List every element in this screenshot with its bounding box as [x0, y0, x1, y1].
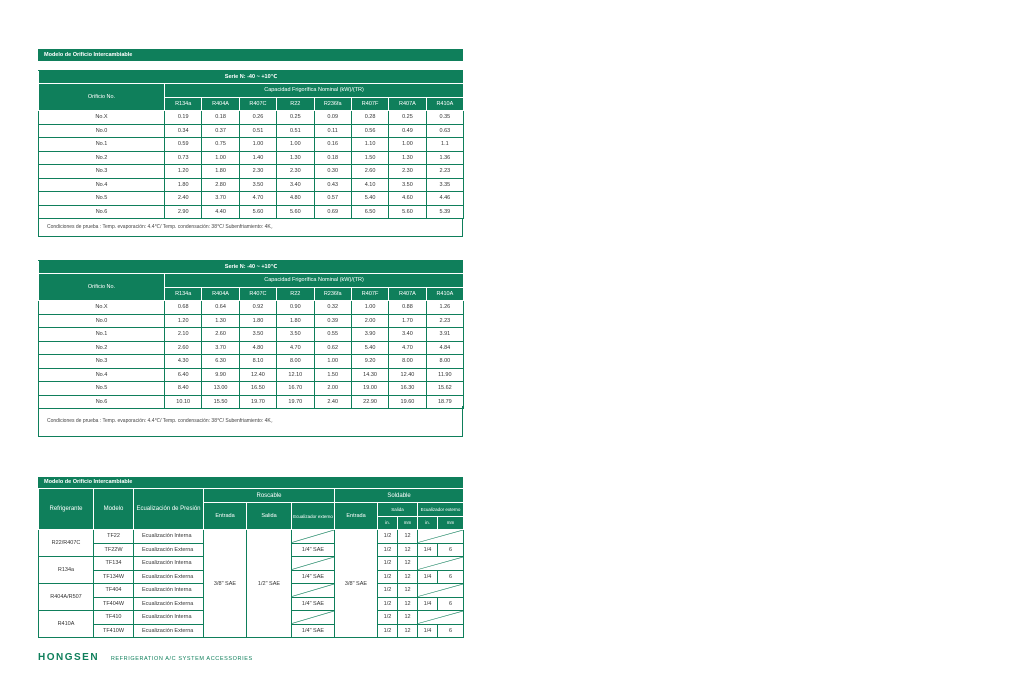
sal-mm-cell: 12 — [398, 624, 418, 638]
capacity-cell: 0.18 — [314, 151, 351, 165]
h-refrigerante: Refrigerante — [39, 489, 94, 530]
capacity-cell: 2.40 — [165, 192, 202, 206]
capacity-cell: 1.80 — [165, 178, 202, 192]
capacity-cell: 6.40 — [165, 368, 202, 382]
equalization-cell: Ecualización Externa — [134, 597, 204, 611]
capacity-cell: 0.19 — [165, 111, 202, 125]
capacity-cell: 16.50 — [239, 382, 276, 396]
capacity-cell: 2.23 — [426, 165, 463, 179]
ros-entrada-cell: 3/8" SAE — [204, 530, 247, 638]
capacity-cell: 1.50 — [314, 368, 351, 382]
h-ros-ecual-ext: Ecualizador externo — [292, 503, 335, 530]
capacity-cell: 19.70 — [239, 395, 276, 409]
orifice-name: No.5 — [39, 192, 165, 206]
capacity-cell: 5.40 — [351, 341, 388, 355]
capacity-cell: 2.80 — [202, 178, 239, 192]
capacity-cell: 9.20 — [351, 355, 388, 369]
h-ros-salida: Salida — [247, 503, 292, 530]
capacity-cell: 0.59 — [165, 138, 202, 152]
h-sol-ecual-ext: Ecualizador externo — [418, 503, 464, 517]
orifice-name: No.2 — [39, 151, 165, 165]
capacity-cell: 0.11 — [314, 124, 351, 138]
capacity-cell: 1.1 — [426, 138, 463, 152]
capacity-cell: 11.90 — [426, 368, 463, 382]
capacity-cell: 2.30 — [277, 165, 314, 179]
capacity-cell: 1.00 — [314, 355, 351, 369]
capacity-cell: 0.49 — [389, 124, 426, 138]
capacity-cell: 0.37 — [202, 124, 239, 138]
capacity-header: Capacidad Frigorífica Nominal (kW)/(TR) — [165, 274, 464, 288]
capacity-cell: 22.90 — [351, 395, 388, 409]
ext-in-cell: 1/4 — [418, 624, 438, 638]
capacity-cell: 2.60 — [202, 328, 239, 342]
ext-mm-cell: 6 — [438, 624, 464, 638]
equalization-cell: Ecualización Externa — [134, 543, 204, 557]
orifice-name: No.2 — [39, 341, 165, 355]
capacity-cell: 1.20 — [165, 314, 202, 328]
sol-entrada-cell: 3/8" SAE — [335, 530, 378, 638]
capacity-cell: 0.55 — [314, 328, 351, 342]
capacity-cell: 0.43 — [314, 178, 351, 192]
table-row — [39, 138, 464, 152]
capacity-cell: 1.30 — [202, 314, 239, 328]
table-row — [39, 328, 464, 342]
orifice-name: No.6 — [39, 395, 165, 409]
orifice-name: No.X — [39, 301, 165, 315]
orifice-name: No.0 — [39, 314, 165, 328]
model-cell: TF134W — [94, 570, 134, 584]
capacity-cell: 2.90 — [165, 205, 202, 219]
capacity-cell: 0.73 — [165, 151, 202, 165]
capacity-cell: 4.70 — [239, 192, 276, 206]
capacity-cell: 0.51 — [239, 124, 276, 138]
capacity-cell: 4.84 — [426, 341, 463, 355]
ros-ext-cell: 1/4" SAE — [292, 624, 335, 638]
table-row — [39, 382, 464, 396]
capacity-cell: 0.30 — [314, 165, 351, 179]
sal-in-cell: 1/2 — [378, 543, 398, 557]
not-applicable-cell — [292, 530, 335, 544]
equalization-cell: Ecualización Interna — [134, 557, 204, 571]
capacity-cell: 0.62 — [314, 341, 351, 355]
h-sol-salida: Salida — [378, 503, 418, 517]
refrigerant-col-r236fa: R236fa — [314, 97, 351, 111]
sal-in-cell: 1/2 — [378, 557, 398, 571]
capacity-cell: 3.40 — [277, 178, 314, 192]
table-row — [39, 192, 464, 206]
sal-in-cell: 1/2 — [378, 530, 398, 544]
ros-ext-cell: 1/4" SAE — [292, 570, 335, 584]
capacity-cell: 0.09 — [314, 111, 351, 125]
model-cell: TF410W — [94, 624, 134, 638]
model-cell: TF410 — [94, 611, 134, 625]
capacity-cell: 1.40 — [239, 151, 276, 165]
refrigerant-cell: R134a — [39, 557, 94, 584]
ext-in-cell: 1/4 — [418, 597, 438, 611]
orifice-name: No.X — [39, 111, 165, 125]
capacity-cell: 0.64 — [202, 301, 239, 315]
ros-ext-cell: 1/4" SAE — [292, 597, 335, 611]
h-ros-entrada: Entrada — [204, 503, 247, 530]
h-mm: mm — [438, 516, 464, 530]
capacity-cell: 8.10 — [239, 355, 276, 369]
ext-in-cell: 1/4 — [418, 543, 438, 557]
capacity-cell: 3.40 — [389, 328, 426, 342]
capacity-cell: 5.60 — [239, 205, 276, 219]
model-cell: TF404W — [94, 597, 134, 611]
sal-mm-cell: 12 — [398, 530, 418, 544]
table-row — [39, 178, 464, 192]
sal-in-cell: 1/2 — [378, 570, 398, 584]
capacity-cell: 16.30 — [389, 382, 426, 396]
capacity-cell: 1.00 — [351, 301, 388, 315]
capacity-cell: 3.35 — [426, 178, 463, 192]
capacity-cell: 0.25 — [277, 111, 314, 125]
series-label: Serie N: -40 ~ +10℃ — [39, 71, 464, 84]
capacity-cell: 1.00 — [389, 138, 426, 152]
orifice-name: No.5 — [39, 382, 165, 396]
series-label: Serie N: -40 ~ +10℃ — [39, 261, 464, 274]
capacity-cell: 3.91 — [426, 328, 463, 342]
capacity-cell: 4.80 — [239, 341, 276, 355]
refrigerant-col-r407a: R407A — [389, 287, 426, 301]
capacity-cell: 12.10 — [277, 368, 314, 382]
capacity-cell: 0.25 — [389, 111, 426, 125]
orifice-name: No.3 — [39, 355, 165, 369]
capacity-cell: 16.70 — [277, 382, 314, 396]
sal-mm-cell: 12 — [398, 611, 418, 625]
sal-in-cell: 1/2 — [378, 624, 398, 638]
h-roscable: Roscable — [204, 489, 335, 503]
ext-in-cell: 1/4 — [418, 570, 438, 584]
capacity-cell: 4.60 — [389, 192, 426, 206]
capacity-cell: 1.00 — [202, 151, 239, 165]
capacity-cell: 0.57 — [314, 192, 351, 206]
capacity-cell: 3.50 — [239, 178, 276, 192]
capacity-cell: 0.75 — [202, 138, 239, 152]
capacity-cell: 8.40 — [165, 382, 202, 396]
capacity-cell: 3.50 — [277, 328, 314, 342]
capacity-cell: 4.80 — [277, 192, 314, 206]
capacity-cell: 0.34 — [165, 124, 202, 138]
refrigerant-col-r22: R22 — [277, 287, 314, 301]
capacity-cell: 4.30 — [165, 355, 202, 369]
capacity-cell: 8.00 — [277, 355, 314, 369]
capacity-cell: 0.39 — [314, 314, 351, 328]
equalization-cell: Ecualización Interna — [134, 611, 204, 625]
capacity-cell: 6.50 — [351, 205, 388, 219]
sal-in-cell: 1/2 — [378, 584, 398, 598]
capacity-cell: 0.26 — [239, 111, 276, 125]
table-row — [39, 530, 464, 544]
not-applicable-cell — [418, 584, 464, 598]
capacity-cell: 1.26 — [426, 301, 463, 315]
h-mm: mm — [398, 516, 418, 530]
capacity-cell: 13.00 — [202, 382, 239, 396]
capacity-cell: 5.39 — [426, 205, 463, 219]
not-applicable-cell — [418, 611, 464, 625]
capacity-cell: 3.50 — [389, 178, 426, 192]
table-row — [39, 355, 464, 369]
refrigerant-col-r407f: R407F — [351, 97, 388, 111]
h-ecualizacion: Ecualización de Presión — [134, 489, 204, 530]
table-row — [39, 124, 464, 138]
capacity-cell: 0.32 — [314, 301, 351, 315]
valve-table — [38, 488, 464, 638]
sal-mm-cell: 12 — [398, 584, 418, 598]
capacity-cell: 1.10 — [351, 138, 388, 152]
model-cell: TF22 — [94, 530, 134, 544]
refrigerant-col-r407a: R407A — [389, 97, 426, 111]
capacity-table-2 — [38, 260, 464, 409]
ext-mm-cell: 6 — [438, 570, 464, 584]
table-row — [39, 111, 464, 125]
capacity-cell: 0.69 — [314, 205, 351, 219]
capacity-cell: 6.30 — [202, 355, 239, 369]
capacity-cell: 4.70 — [389, 341, 426, 355]
capacity-cell: 9.90 — [202, 368, 239, 382]
capacity-cell: 12.40 — [239, 368, 276, 382]
not-applicable-cell — [418, 557, 464, 571]
capacity-cell: 4.46 — [426, 192, 463, 206]
equalization-cell: Ecualización Externa — [134, 624, 204, 638]
table-row — [39, 205, 464, 219]
equalization-cell: Ecualización Externa — [134, 570, 204, 584]
capacity-cell: 0.51 — [277, 124, 314, 138]
section-title-3: Modelo de Orificio Intercambiable — [38, 477, 463, 488]
brand-tagline: REFRIGERATION A/C SYSTEM ACCESSORIES — [110, 656, 253, 662]
orifice-name: No.3 — [39, 165, 165, 179]
table-row — [39, 301, 464, 315]
refrigerant-col-r236fa: R236fa — [314, 287, 351, 301]
orifice-name: No.6 — [39, 205, 165, 219]
capacity-cell: 0.28 — [351, 111, 388, 125]
capacity-cell: 3.90 — [351, 328, 388, 342]
h-modelo: Modelo — [94, 489, 134, 530]
capacity-cell: 0.18 — [202, 111, 239, 125]
equalization-cell: Ecualización Interna — [134, 584, 204, 598]
capacity-cell: 1.36 — [426, 151, 463, 165]
h-sol-entrada: Entrada — [335, 503, 378, 530]
capacity-cell: 19.60 — [389, 395, 426, 409]
refrigerant-col-r407c: R407C — [239, 287, 276, 301]
capacity-cell: 0.16 — [314, 138, 351, 152]
capacity-cell: 2.00 — [314, 382, 351, 396]
capacity-cell: 1.00 — [277, 138, 314, 152]
capacity-cell: 0.92 — [239, 301, 276, 315]
capacity-cell: 8.00 — [426, 355, 463, 369]
refrigerant-cell: R404A/R507 — [39, 584, 94, 611]
h-in: in. — [418, 516, 438, 530]
capacity-cell: 1.80 — [239, 314, 276, 328]
capacity-cell: 1.80 — [202, 165, 239, 179]
capacity-cell: 1.30 — [389, 151, 426, 165]
capacity-cell: 1.80 — [277, 314, 314, 328]
table-row — [39, 165, 464, 179]
refrigerant-cell: R22/R407C — [39, 530, 94, 557]
refrigerant-col-r134a: R134a — [165, 287, 202, 301]
capacity-cell: 2.00 — [351, 314, 388, 328]
test-conditions-1: Condiciones de prueba : Temp. evaporación: 4.4℃/ Temp. condensación: 38℃/ Subenfriamiento: 4K。 — [38, 218, 463, 237]
orifice-header: Orificio No. — [39, 274, 165, 301]
capacity-cell: 0.90 — [277, 301, 314, 315]
capacity-cell: 2.23 — [426, 314, 463, 328]
footer — [38, 652, 253, 663]
table-row — [39, 314, 464, 328]
capacity-cell: 0.35 — [426, 111, 463, 125]
capacity-cell: 4.40 — [202, 205, 239, 219]
not-applicable-cell — [292, 611, 335, 625]
table-row — [39, 151, 464, 165]
orifice-name: No.4 — [39, 178, 165, 192]
capacity-cell: 1.30 — [277, 151, 314, 165]
test-conditions-2: Condiciones de prueba : Temp. evaporación: 4.4℃/ Temp. condensación: 38℃/ Subenfriamiento: 4K。 — [38, 406, 463, 437]
capacity-cell: 1.00 — [239, 138, 276, 152]
brand-logo: HONGSEN — [38, 652, 100, 663]
ext-mm-cell: 6 — [438, 597, 464, 611]
capacity-cell: 4.70 — [277, 341, 314, 355]
refrigerant-col-r410a: R410A — [426, 97, 463, 111]
refrigerant-col-r407f: R407F — [351, 287, 388, 301]
capacity-cell: 2.30 — [389, 165, 426, 179]
capacity-cell: 0.88 — [389, 301, 426, 315]
capacity-cell: 5.40 — [351, 192, 388, 206]
capacity-cell: 15.62 — [426, 382, 463, 396]
refrigerant-col-r134a: R134a — [165, 97, 202, 111]
capacity-cell: 2.30 — [239, 165, 276, 179]
section-title-1: Modelo de Orificio Intercambiable — [38, 49, 463, 61]
sal-mm-cell: 12 — [398, 543, 418, 557]
not-applicable-cell — [292, 584, 335, 598]
sal-mm-cell: 12 — [398, 597, 418, 611]
capacity-cell: 4.10 — [351, 178, 388, 192]
orifice-name: No.4 — [39, 368, 165, 382]
capacity-cell: 19.00 — [351, 382, 388, 396]
capacity-cell: 14.30 — [351, 368, 388, 382]
capacity-cell: 5.60 — [277, 205, 314, 219]
not-applicable-cell — [418, 530, 464, 544]
sal-in-cell: 1/2 — [378, 611, 398, 625]
ros-ext-cell: 1/4" SAE — [292, 543, 335, 557]
capacity-cell: 2.60 — [165, 341, 202, 355]
h-in: in. — [378, 516, 398, 530]
table-row — [39, 368, 464, 382]
capacity-cell: 19.70 — [277, 395, 314, 409]
ext-mm-cell: 6 — [438, 543, 464, 557]
not-applicable-cell — [292, 557, 335, 571]
capacity-cell: 0.68 — [165, 301, 202, 315]
capacity-cell: 18.79 — [426, 395, 463, 409]
sal-in-cell: 1/2 — [378, 597, 398, 611]
orifice-name: No.1 — [39, 138, 165, 152]
capacity-cell: 5.60 — [389, 205, 426, 219]
sal-mm-cell: 12 — [398, 557, 418, 571]
capacity-cell: 0.63 — [426, 124, 463, 138]
orifice-name: No.0 — [39, 124, 165, 138]
table-row — [39, 341, 464, 355]
refrigerant-col-r22: R22 — [277, 97, 314, 111]
capacity-cell: 2.60 — [351, 165, 388, 179]
capacity-cell: 2.40 — [314, 395, 351, 409]
orifice-name: No.1 — [39, 328, 165, 342]
capacity-cell: 10.10 — [165, 395, 202, 409]
capacity-cell: 0.56 — [351, 124, 388, 138]
capacity-cell: 3.50 — [239, 328, 276, 342]
refrigerant-col-r404a: R404A — [202, 287, 239, 301]
refrigerant-cell: R410A — [39, 611, 94, 638]
capacity-cell: 2.10 — [165, 328, 202, 342]
capacity-cell: 3.70 — [202, 192, 239, 206]
h-soldable: Soldable — [335, 489, 464, 503]
model-cell: TF134 — [94, 557, 134, 571]
ros-salida-cell: 1/2" SAE — [247, 530, 292, 638]
refrigerant-col-r407c: R407C — [239, 97, 276, 111]
capacity-cell: 8.00 — [389, 355, 426, 369]
capacity-cell: 1.20 — [165, 165, 202, 179]
capacity-cell: 3.70 — [202, 341, 239, 355]
equalization-cell: Ecualización Interna — [134, 530, 204, 544]
capacity-cell: 15.50 — [202, 395, 239, 409]
refrigerant-col-r410a: R410A — [426, 287, 463, 301]
capacity-table-1 — [38, 70, 464, 219]
capacity-cell: 12.40 — [389, 368, 426, 382]
sal-mm-cell: 12 — [398, 570, 418, 584]
capacity-cell: 1.70 — [389, 314, 426, 328]
model-cell: TF404 — [94, 584, 134, 598]
capacity-header: Capacidad Frigorífica Nominal (kW)/(TR) — [165, 84, 464, 98]
model-cell: TF22W — [94, 543, 134, 557]
capacity-cell: 1.50 — [351, 151, 388, 165]
orifice-header: Orificio No. — [39, 84, 165, 111]
refrigerant-col-r404a: R404A — [202, 97, 239, 111]
